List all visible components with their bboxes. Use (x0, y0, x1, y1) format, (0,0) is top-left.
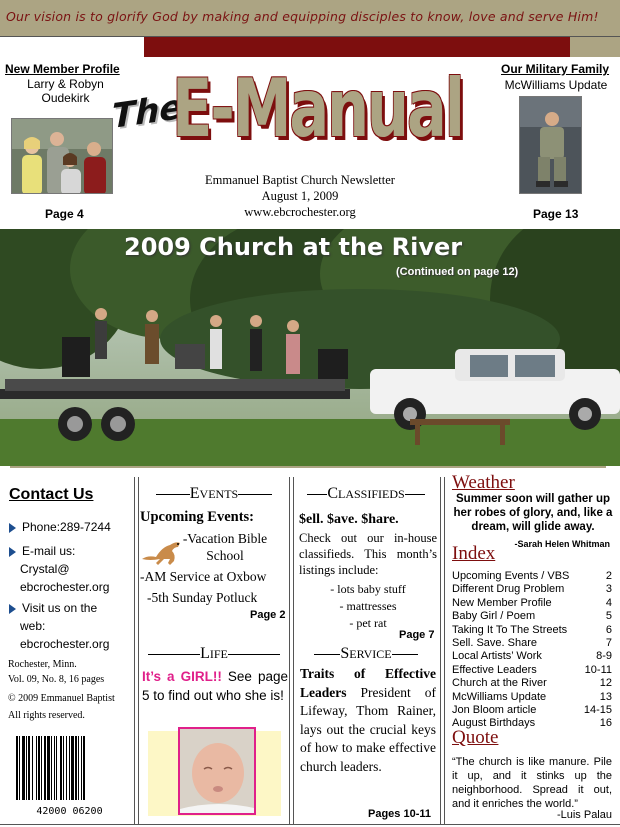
volume-line: Vol. 09, No. 8, 16 pages (8, 674, 105, 685)
index-label: Different Drug Problem (452, 583, 565, 596)
event-item-vbs[interactable]: -Vacation Bible School (182, 531, 268, 563)
index-page: 3 (605, 583, 612, 596)
website-link[interactable]: www.ebcrochester.org (244, 205, 356, 219)
motto-text: Our vision is to glorify God by making and equipping disciples to know, love and serve Him! (6, 9, 599, 24)
new-member-photo (11, 118, 113, 194)
classifieds-page-ref[interactable]: Page 7 (399, 629, 435, 641)
index-label: Baby Girl / Poem (452, 610, 536, 623)
event-item-potluck[interactable]: -5th Sunday Potluck (147, 590, 258, 605)
event-item-oxbow[interactable]: -AM Service at Oxbow (140, 569, 267, 584)
index-page: 2 (605, 570, 612, 582)
barcode (13, 736, 126, 817)
index-label: Upcoming Events / VBS (452, 570, 570, 582)
classifieds-list (299, 581, 437, 632)
events-title: Upcoming Events: (140, 509, 254, 525)
service-heading: SERVICE (296, 645, 436, 663)
hero-rule (10, 466, 606, 468)
masthead-title: E-Manual (172, 62, 463, 155)
contact-email-line1: Crystal@ (20, 562, 70, 576)
new-member-names-line1: Larry & Robyn (27, 77, 104, 91)
contact-web-label2: web: (20, 619, 46, 633)
index-page: 4 (605, 596, 612, 609)
index-row[interactable] (452, 650, 612, 663)
new-member-page-ref[interactable]: Page 4 (45, 207, 84, 221)
index-page: 12 (599, 677, 612, 690)
index-label: Church at the River (452, 677, 547, 690)
life-heading: LIFE (144, 645, 284, 663)
weather-credit: -Sarah Helen Whitman (514, 539, 610, 549)
classifieds-item: - mattresses (339, 599, 397, 613)
city-line: Rochester, Minn. (8, 659, 77, 670)
motto-banner (0, 0, 620, 37)
index-label: Taking It To The Streets (452, 623, 568, 636)
baby-photo-frame (148, 731, 281, 816)
index-row[interactable] (452, 691, 612, 704)
barcode-bars (13, 736, 126, 800)
contact-phone-text: Phone:289-7244 (22, 520, 111, 534)
bottom-rule (0, 824, 620, 825)
contact-web[interactable] (9, 599, 109, 653)
service-lead: Traits of Effective Leaders (300, 666, 436, 700)
life-highlight: It’s a GIRL!! (142, 669, 222, 684)
hero-headline: 2009 Church at the River (124, 233, 463, 261)
index-row[interactable] (452, 597, 612, 610)
index-row[interactable] (452, 610, 612, 623)
contact-email-label: E-mail us: (22, 544, 76, 558)
copyright-line: © 2009 Emmanuel Baptist (8, 693, 115, 704)
hero-photo (0, 229, 620, 466)
index-page: 10-11 (584, 663, 612, 676)
contact-email[interactable] (9, 542, 109, 596)
index-page: 7 (605, 637, 612, 650)
column-divider (289, 477, 294, 824)
new-member-names-line2: Oudekirk (41, 91, 90, 105)
new-member-names (5, 77, 126, 105)
index-heading: Index (452, 543, 496, 564)
classifieds-heading: CLASSIFIEDS (296, 485, 436, 503)
index-page: 6 (605, 623, 612, 636)
column-divider (440, 477, 445, 824)
olive-accent-block (570, 37, 620, 57)
military-page-ref[interactable]: Page 13 (533, 207, 579, 221)
quote-heading: Quote (452, 727, 499, 748)
military-heading: Our Military Family (501, 62, 610, 76)
index-label: Local Artists’ Work (452, 650, 542, 663)
index-label: August Birthdays (452, 717, 536, 730)
index-page: 14-15 (583, 704, 612, 717)
index-list (452, 570, 612, 731)
quote-text: “The church is like manure. Pile it up, and it stinks up the neighborhood. Spread it out, and it enriches the world.” (452, 756, 612, 810)
classifieds-item: - lots baby stuff (330, 582, 406, 596)
bullet-arrow-icon (9, 547, 16, 557)
index-row[interactable] (452, 637, 612, 650)
events-heading: EVENTS (144, 485, 284, 503)
military-photo (519, 96, 582, 194)
index-row[interactable] (452, 664, 612, 677)
church-name: Emmanuel Baptist Church Newsletter (205, 173, 395, 187)
bullet-arrow-icon (9, 604, 16, 614)
new-member-heading: New Member Profile (5, 62, 120, 76)
index-row[interactable] (452, 570, 612, 583)
life-text (142, 667, 288, 705)
weather-text: Summer soon will gather up her robes of glory, and, like a dream, will glide away. (453, 493, 613, 533)
index-label: Sell. Save. Share (452, 637, 537, 650)
index-label: McWilliams Update (452, 690, 547, 703)
contact-web-url: ebcrochester.org (20, 637, 110, 651)
maroon-accent-bar (144, 37, 570, 57)
contact-email-line2: ebcrochester.org (20, 580, 110, 594)
column-divider (134, 477, 139, 824)
baby-photo (178, 727, 256, 815)
classifieds-text: Check out our in-house classifieds. This month’s listings include: (299, 531, 437, 577)
service-body: President of Lifeway, Thom Rainer, lays out the crucial keys of how to make effective church leaders. (300, 684, 436, 774)
quote-credit: -Luis Palau (556, 809, 612, 821)
index-label: Effective Leaders (452, 663, 537, 676)
index-page: 16 (599, 717, 612, 730)
service-page-ref[interactable]: Pages 10-11 (368, 808, 431, 820)
masthead-the: The (112, 87, 183, 137)
index-label: New Member Profile (452, 596, 552, 609)
bullet-arrow-icon (9, 523, 16, 533)
issue-date: August 1, 2009 (261, 189, 339, 203)
index-page: 8-9 (596, 650, 612, 663)
index-label: Jon Bloom article (452, 704, 537, 717)
service-text (300, 665, 436, 776)
life-body: See page 5 to find out who she is! (142, 669, 288, 703)
military-subheading: McWilliams Update (504, 78, 608, 92)
index-row[interactable] (452, 583, 612, 596)
classifieds-item: - pet rat (349, 616, 387, 630)
contact-heading: Contact Us (9, 486, 94, 503)
classifieds-tagline: $ell. $ave. $hare. (299, 512, 399, 527)
index-page: 13 (599, 690, 612, 703)
rights-line: All rights reserved. (8, 710, 85, 721)
barcode-number: 42000 06200 (36, 806, 103, 817)
index-row[interactable] (452, 704, 612, 717)
hero-continued-link[interactable]: (Continued on page 12) (396, 266, 519, 278)
contact-web-label1: Visit us on the (22, 601, 98, 615)
events-page-ref[interactable]: Page 2 (250, 609, 286, 621)
contact-phone[interactable] (9, 518, 111, 536)
index-row[interactable] (452, 677, 612, 690)
index-page: 5 (605, 610, 612, 623)
weather-heading: Weather (452, 472, 515, 493)
index-row[interactable] (452, 624, 612, 637)
